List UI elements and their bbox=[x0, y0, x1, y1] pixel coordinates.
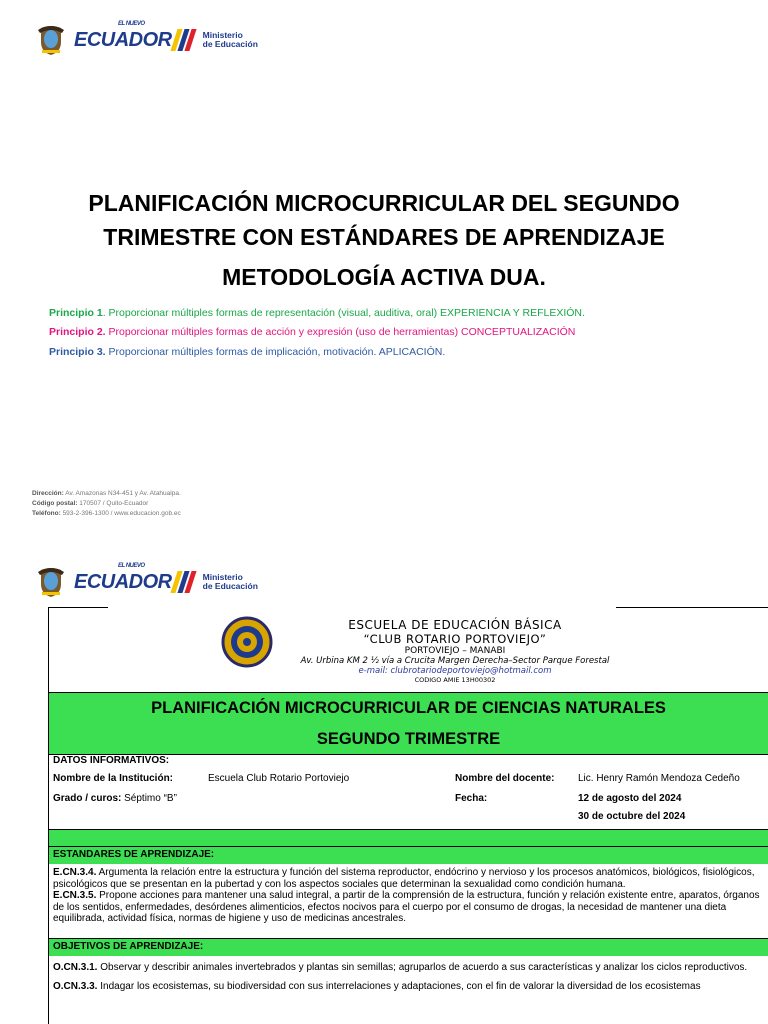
teacher-value: Lic. Henry Ramón Mendoza Cedeño bbox=[578, 773, 740, 784]
divider bbox=[616, 607, 768, 608]
green-separator bbox=[49, 829, 768, 847]
coat-of-arms-icon bbox=[36, 24, 66, 56]
standards-heading: ESTANDARES DE APRENDIZAJE: bbox=[49, 846, 768, 864]
date-end: 30 de octubre del 2024 bbox=[578, 811, 686, 822]
plan-title-block: PLANIFICACIÓN MICROCURRICULAR DE CIENCIAS NATURALES SEGUNDO TRIMESTRE bbox=[49, 692, 768, 754]
brand-wordmark: EL NUEVO ECUADOR bbox=[74, 562, 172, 593]
flag-stripes bbox=[174, 29, 195, 51]
document-title: PLANIFICACIÓN MICROCURRICULAR DEL SEGUNDO TRIMESTRE CON ESTÁNDARES DE APRENDIZAJE METODOLOGÍA ACTIVA DUA. bbox=[88, 190, 680, 290]
principle-3: Principio 3. Proporcionar múltiples formas de implicación, motivación. APLICACIÓN. bbox=[49, 346, 446, 358]
institution-label: Nombre de la Institución: bbox=[53, 773, 174, 784]
principle-1: Principio 1. Proporcionar múltiples formas de representación (visual, auditiva, oral) EXPERIENCIA Y REFLEXIÓN. bbox=[49, 307, 585, 319]
institution-value: Escuela Club Rotario Portoviejo bbox=[208, 773, 350, 784]
date-label: Fecha: bbox=[455, 793, 488, 804]
footer-address: Dirección: Av. Amazonas N34-451 y Av. Atahualpa. Código postal: 170507 / Quito-Ecuador Teléfono: 593-2-396-1300 / www.educacion.gob.ec bbox=[32, 490, 181, 517]
standard-item: E.CN.3.4. Argumenta la relación entre la estructura y función del sistema reproductor, endócrino y nervioso y los procesos anatómicos, biológicos, fisiológicos, psicológicos que se presentan en la pubertad y con los aspectos sociales que determinan la sexualidad como condición humana. bbox=[53, 867, 755, 890]
ecuador-logo-page2 bbox=[36, 562, 258, 598]
ministry-label: Ministerio de Educación bbox=[202, 572, 258, 591]
ecuador-logo bbox=[36, 20, 258, 56]
brand-wordmark: EL NUEVO ECUADOR bbox=[74, 20, 172, 51]
coat-of-arms-icon bbox=[36, 566, 66, 598]
datos-heading: DATOS INFORMATIVOS: bbox=[49, 754, 768, 769]
objective-item: O.CN.3.3. Indagar los ecosistemas, su biodiversidad con sus interrelaciones y adaptaciones, con el fin de valorar la diversidad de los ecosistemas bbox=[53, 981, 701, 992]
objectives-list bbox=[53, 958, 767, 996]
school-header: ESCUELA DE EDUCACIÓN BÁSICA “CLUB ROTARIO PORTOVIEJO” PORTOVIEJO – MANABI Av. Urbina KM 2 ½ vía a Crucita Margen Derecha–Sector Parque Forestal e-mail: clubrotariodeportoviejo@hotmail.com CODIGO AMIE 13H00302 bbox=[300, 618, 610, 684]
principle-2: Principio 2. Proporcionar múltiples formas de acción y expresión (uso de herramientas) CONCEPTUALIZACIÓN bbox=[49, 326, 576, 338]
teacher-label: Nombre del docente: bbox=[455, 773, 555, 784]
objective-item: O.CN.3.1. Observar y describir animales invertebrados y plantas sin semillas; agruparlos de acuerdo a sus características y analizar los ciclos reproductivos. bbox=[53, 962, 748, 973]
standards-list bbox=[53, 867, 767, 925]
objectives-heading: OBJETIVOS DE APRENDIZAJE: bbox=[49, 938, 768, 956]
divider bbox=[48, 607, 108, 608]
grade-row: Grado / curos: Séptimo “B” bbox=[53, 793, 177, 804]
flag-stripes bbox=[174, 571, 195, 593]
date-start: 12 de agosto del 2024 bbox=[578, 793, 682, 804]
standard-item: E.CN.3.5. Propone acciones para mantener una salud integral, a partir de la comprensión de la estructura, función y relación existente entre, aparatos, órganos de los sentidos, enfermedades, desórdenes alimenticios, efectos nocivos para el cuerpo por el consumo de drogas, la necesidad de mantener una dieta equilibrada, actividad física, normas de higiene y uso de medicinas ancestrales. bbox=[53, 890, 760, 924]
ministry-label: Ministerio de Educación bbox=[202, 30, 258, 49]
